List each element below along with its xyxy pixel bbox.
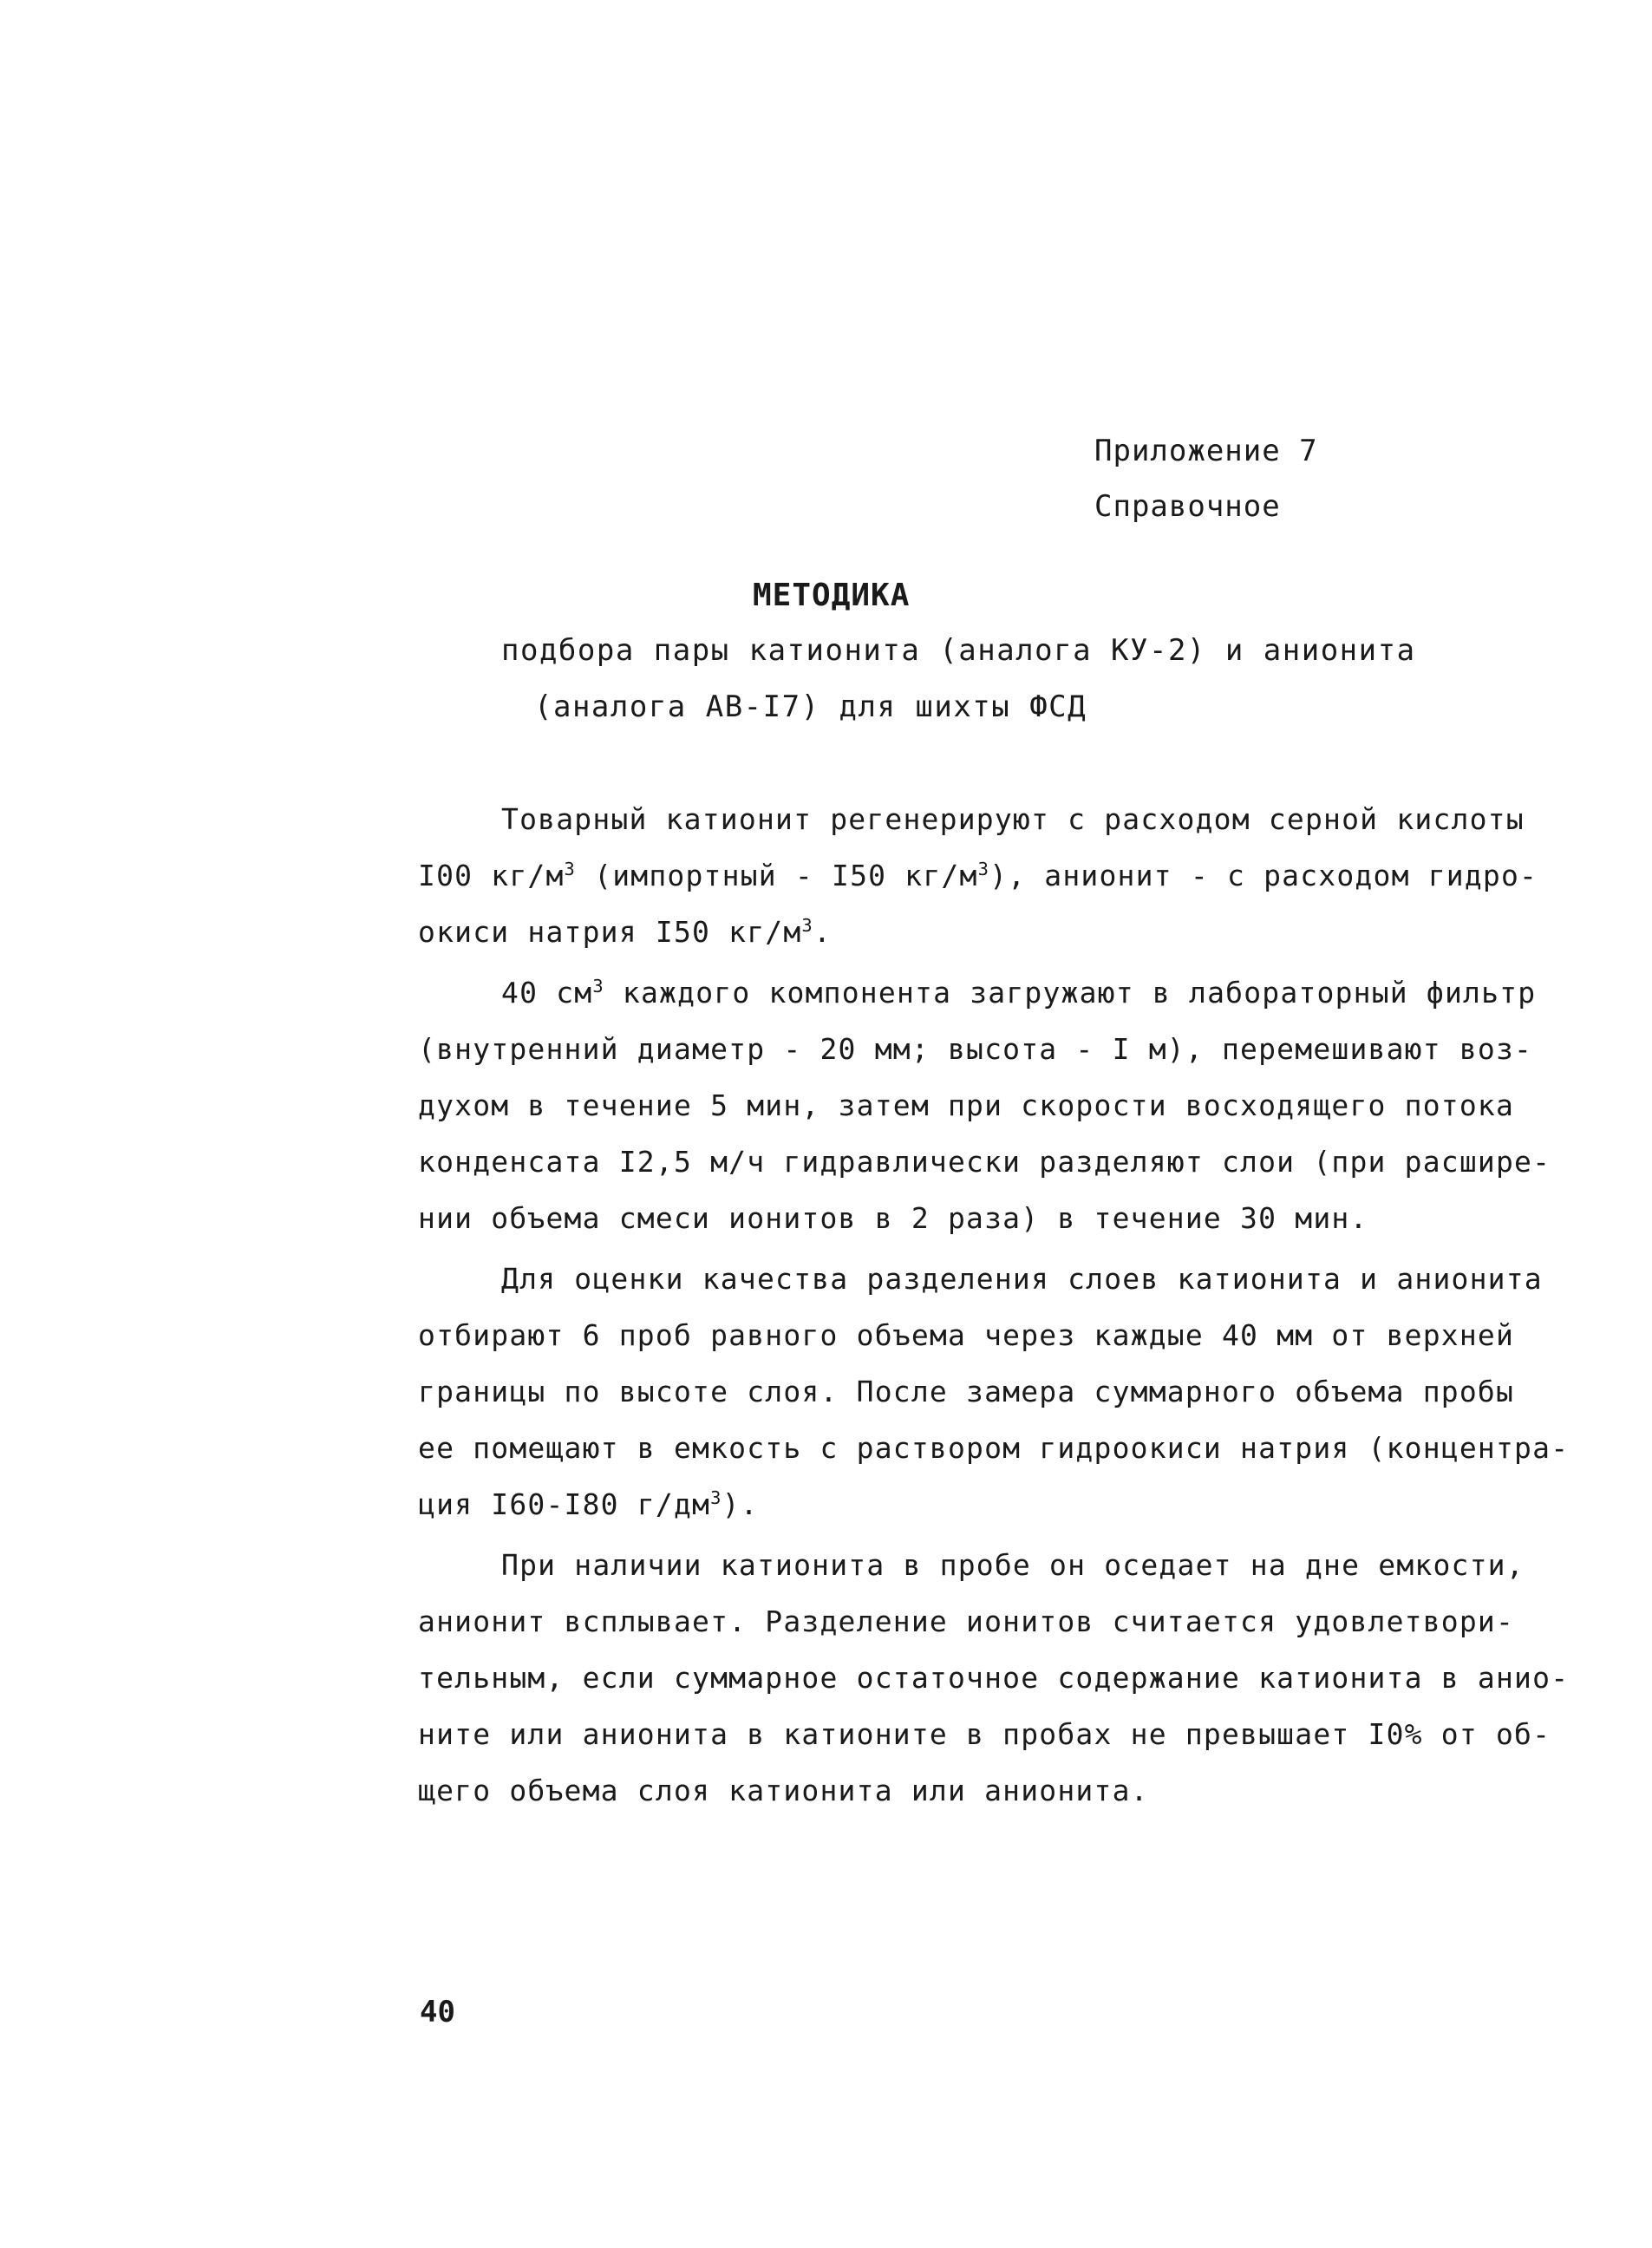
paragraph-line: ция I60-I80 $г/дм^3$).: [418, 1487, 759, 1521]
appendix-type: Справочное: [1094, 489, 1281, 524]
paragraph-line: границы по высоте слоя. После замера суммарного объема пробы: [418, 1375, 1515, 1408]
paragraph-line: тельным, если суммарное остаточное содержание катионита в анио-: [418, 1661, 1570, 1695]
paragraph-line: окиси натрия I50 $кг/м^3$.: [418, 915, 833, 949]
appendix-label: Приложение 7: [1094, 434, 1318, 468]
paragraph-line: нии объема смеси ионитов в 2 раза) в течение 30 мин.: [418, 1201, 1368, 1235]
paragraph-line: При наличии катионита в пробе он оседает на дне емкости,: [501, 1548, 1525, 1582]
paragraph-line: ните или анионита в катионите в пробах не превышает I0% от об-: [418, 1717, 1551, 1751]
page-number: 40: [420, 1995, 455, 2029]
document-title: МЕТОДИКА: [753, 578, 911, 613]
paragraph-line: I00 $кг/м^3$ (импортный - I50 $кг/м^3$), анионит - с расходом гидро-: [418, 859, 1538, 892]
paragraph-line: ее помещают в емкость с раствором гидроокиси натрия (концентра-: [418, 1431, 1570, 1465]
paragraph-line: 40 $см^3$ каждого компонента загружают в лабораторный фильтр: [501, 976, 1537, 1010]
paragraph-line: конденсата I2,5 м/ч гидравлически разделяют слои (при расшире-: [418, 1145, 1551, 1179]
paragraph-line: (внутренний диаметр - 20 мм; высота - I м), перемешивают воз-: [418, 1032, 1533, 1066]
document-subtitle-line-1: подбора пары катионита (аналога КУ-2) и анионита: [501, 633, 1416, 668]
paragraph-line: духом в течение 5 мин, затем при скорости восходящего потока: [418, 1088, 1515, 1122]
paragraph-line: Для оценки качества разделения слоев катионита и анионита: [501, 1262, 1543, 1296]
paragraph-line: отбирают 6 проб равного объема через каждые 40 мм от верхней: [418, 1318, 1515, 1352]
paragraph-line: Товарный катионит регенерируют с расходом серной кислоты: [501, 802, 1525, 836]
document-subtitle-line-2: (аналога АВ-I7) для шихты ФСД: [534, 689, 1087, 724]
paragraph-line: анионит всплывает. Разделение ионитов считается удовлетвори-: [418, 1604, 1515, 1638]
paragraph-line: щего объема слоя катионита или анионита.: [418, 1774, 1149, 1807]
